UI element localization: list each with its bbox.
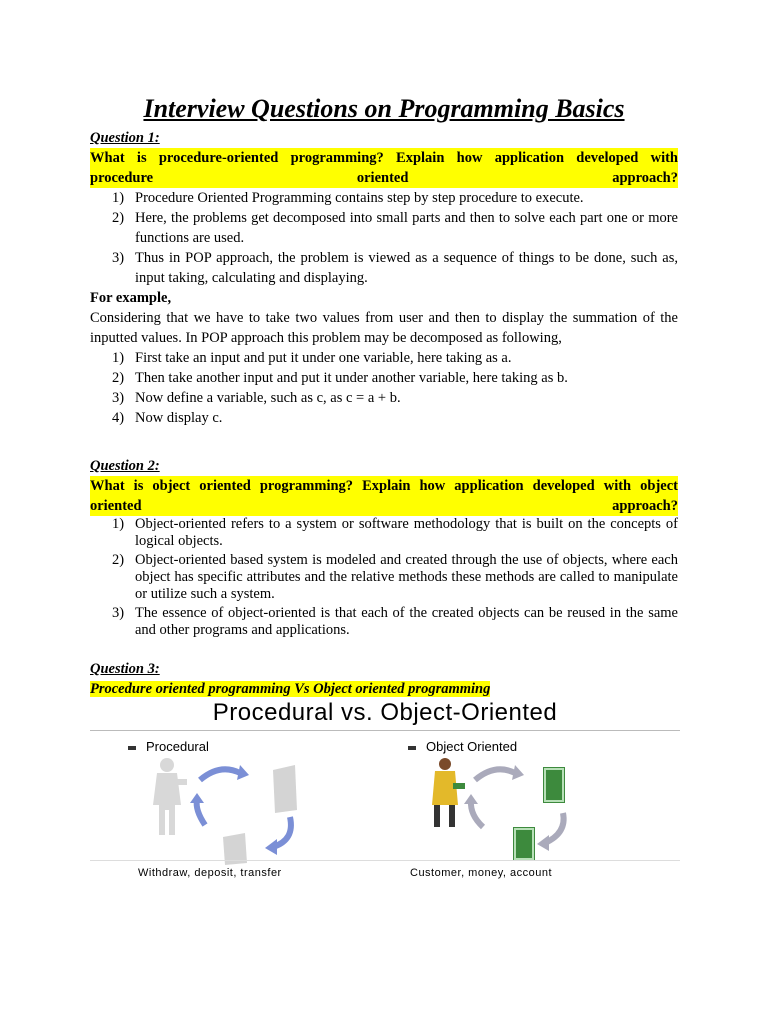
- question-3-subtitle: Procedure oriented programming Vs Object oriented programming: [90, 681, 491, 697]
- list-item: [90, 188, 678, 208]
- arrow-head-icon: [512, 765, 524, 780]
- list-item: [90, 388, 678, 408]
- procedural-heading: [128, 737, 209, 757]
- item-text: Now display c.: [135, 410, 223, 426]
- question-1-list: [90, 188, 678, 288]
- item-number: 3): [112, 605, 125, 621]
- question-2-line-2: oriented approach?: [90, 498, 678, 514]
- arrow-head-icon: [464, 794, 478, 804]
- procedural-footer: Withdraw, deposit, transfer: [138, 867, 282, 879]
- item-text: Then take another input and put it under another variable, here taking as b.: [135, 370, 568, 386]
- item-text: Procedure Oriented Programming contains step by step procedure to execute.: [135, 190, 584, 206]
- item-number: 4): [112, 410, 125, 426]
- list-item: [90, 368, 678, 388]
- arrow-icon: [471, 801, 483, 827]
- item-number: 1): [112, 516, 125, 532]
- procedural-heading-label: Procedural: [146, 739, 209, 754]
- question-1-label: Question 1:: [90, 130, 160, 146]
- list-item: [90, 248, 678, 288]
- item-number: 3): [112, 250, 125, 266]
- item-text: First take an input and put it under one variable, here taking as a.: [135, 350, 512, 366]
- comparison-diagram: [90, 700, 680, 885]
- arrow-head-icon: [237, 765, 249, 780]
- arrow-icon: [200, 769, 240, 780]
- page-title: Interview Questions on Programming Basics: [143, 94, 625, 123]
- question-2-label: Question 2:: [90, 458, 160, 474]
- question-1-text: [90, 148, 678, 188]
- money-stack-icon: [513, 767, 565, 861]
- person-silhouette-icon: [153, 758, 187, 835]
- example-label: For example,: [90, 290, 172, 306]
- list-item: [90, 516, 678, 550]
- document-icon: [223, 765, 297, 865]
- item-number: 1): [112, 190, 125, 206]
- example-paragraph: Considering that we have to take two values from user and then to display the summation of the inputted values. In POP approach this problem may be decomposed as following,: [90, 310, 678, 346]
- item-number: 2): [112, 552, 125, 568]
- arrow-head-icon: [190, 793, 204, 803]
- question-3-section: [90, 659, 678, 699]
- arrow-icon: [475, 769, 515, 780]
- list-item: [90, 208, 678, 248]
- arrow-head-icon: [265, 839, 277, 855]
- question-1-section: [90, 128, 678, 428]
- list-item: [90, 605, 678, 639]
- object-oriented-illustration: [425, 755, 615, 865]
- item-text: Thus in POP approach, the problem is viewed as a sequence of things to be done, such as, input taking, calculating and displaying.: [135, 250, 678, 286]
- list-item: [90, 408, 678, 428]
- procedural-illustration: [145, 755, 335, 865]
- bullet-icon: [128, 746, 136, 750]
- question-2-list: [90, 516, 678, 639]
- list-item: [90, 348, 678, 368]
- customer-icon: [432, 758, 465, 827]
- list-item: [90, 552, 678, 603]
- item-text: Now define a variable, such as c, as c = a + b.: [135, 390, 401, 406]
- example-list: [90, 348, 678, 428]
- question-1-line-1: What is procedure-oriented programming? Explain how application developed with: [90, 150, 678, 166]
- diagram-title: Procedural vs. Object-Oriented: [212, 699, 558, 726]
- diagram-divider: [90, 730, 680, 731]
- item-number: 3): [112, 390, 125, 406]
- object-oriented-heading: [408, 737, 517, 757]
- item-text: Here, the problems get decomposed into small parts and then to solve each part one or more functions are used.: [135, 210, 678, 246]
- item-text: Object-oriented refers to a system or software methodology that is built on the concepts of logical objects.: [135, 516, 678, 549]
- arrow-head-icon: [537, 835, 549, 851]
- item-number: 1): [112, 350, 125, 366]
- object-oriented-footer: Customer, money, account: [410, 867, 553, 879]
- item-text: The essence of object-oriented is that each of the created objects can be reused in the same and other programs and applications.: [135, 605, 678, 638]
- bullet-icon: [408, 746, 416, 750]
- question-1-line-2: procedure oriented approach?: [90, 170, 678, 186]
- item-text: Object-oriented based system is modeled and created through the use of objects, where each object has specific attributes and the relative methods these methods are called to manipulate or utilize such a system.: [135, 552, 678, 602]
- diagram-bottom-divider: [90, 860, 680, 861]
- item-number: 2): [112, 210, 125, 226]
- question-2-section: [90, 456, 678, 641]
- question-2-line-1: What is object oriented programming? Explain how application developed with object: [90, 478, 678, 494]
- object-oriented-heading-label: Object Oriented: [426, 739, 518, 754]
- item-number: 2): [112, 370, 125, 386]
- arrow-icon: [197, 800, 205, 825]
- question-3-label: Question 3:: [90, 661, 160, 677]
- question-2-text: [90, 476, 678, 516]
